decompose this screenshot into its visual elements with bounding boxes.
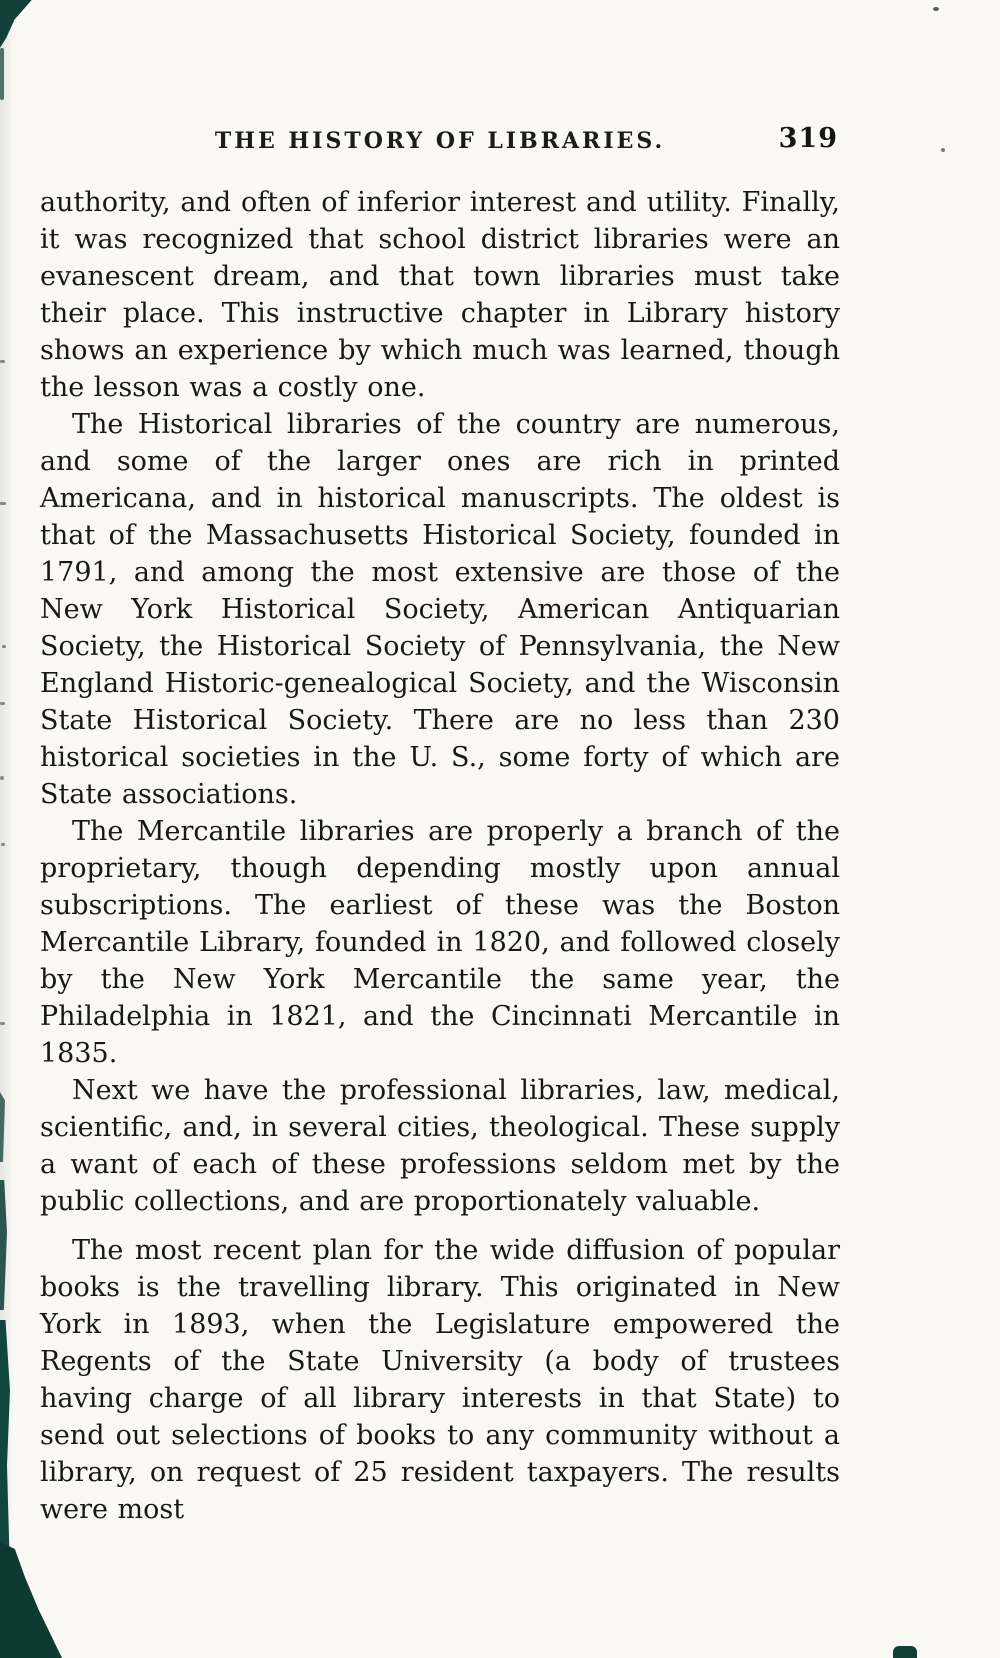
scan-artifact-left-streak bbox=[0, 1320, 10, 1555]
scan-artifact-top-left-streak bbox=[0, 48, 4, 100]
scan-artifact-left-streak bbox=[0, 1092, 5, 1162]
scan-speck bbox=[0, 502, 6, 505]
scan-artifact-top-left-corner bbox=[0, 0, 36, 52]
page-number: 319 bbox=[778, 123, 838, 154]
running-head bbox=[40, 123, 840, 156]
scan-speck bbox=[2, 645, 6, 648]
scan-speck bbox=[0, 360, 5, 363]
scan-speck bbox=[0, 1022, 5, 1025]
paragraph-travelling-library: The most recent plan for the wide diffusion of popular books is the travelling library. This originated in New York in 1893, when the Legislature empowered the Regents of the State University (a body of trustees having charge of all library interests in that State) to send out selections of books to any community without a library, on request of 25 resident taxpayers. The results were most bbox=[40, 1235, 840, 1525]
paragraph-professional-libraries: Next we have the professional libraries, law, medical, scientific, and, in several cities, theological. These supply a want of each of these professions seldom met by the public collections, and are proportionately valuable. bbox=[40, 1075, 840, 1217]
scan-artifact-bottom-right-mark bbox=[893, 1646, 917, 1658]
scan-artifact-left-streak bbox=[0, 1180, 7, 1310]
scan-artifact-top-right-dot bbox=[933, 7, 939, 11]
scan-artifact-right-dot bbox=[941, 148, 945, 152]
paragraph-continuation: authority, and often of inferior interest and utility. Finally, it was recognized that school district libraries were an evanescent dream, and that town libraries must take their place. This instructive chapter in Library history shows an experience by which much was learned, though the lesson was a costly one. bbox=[40, 187, 840, 403]
page-content bbox=[40, 123, 840, 1528]
body-text bbox=[40, 184, 840, 1528]
scan-speck bbox=[0, 702, 5, 705]
paragraph-historical-libraries: The Historical libraries of the country are numerous, and some of the larger ones are rich in printed Americana, and in historical manuscripts. The oldest is that of the Massachusetts Historical Society, founded in 1791, and among the most extensive are those of the New York Historical Society, American Antiquarian Society, the Historical Society of Pennsylvania, the New England Historic-genealogical Society, and the Wisconsin State Historical Society. There are no less than 230 historical societies in the U. S., some forty of which are State associations. bbox=[40, 409, 840, 810]
paragraph-mercantile-libraries: The Mercantile libraries are properly a branch of the proprietary, though depending mostly upon annual subscriptions. The earliest of these was the Boston Mercantile Library, founded in 1820, and followed closely by the New York Mercantile the same year, the Philadelphia in 1821, and the Cincinnati Mercantile in 1835. bbox=[40, 816, 840, 1069]
scan-speck bbox=[1, 843, 5, 846]
scan-speck bbox=[0, 776, 4, 780]
page-title: THE HISTORY OF LIBRARIES. bbox=[214, 128, 666, 154]
scan-artifact-bottom-left-corner bbox=[0, 1542, 62, 1658]
page-left-edge-shadow bbox=[0, 0, 14, 1658]
